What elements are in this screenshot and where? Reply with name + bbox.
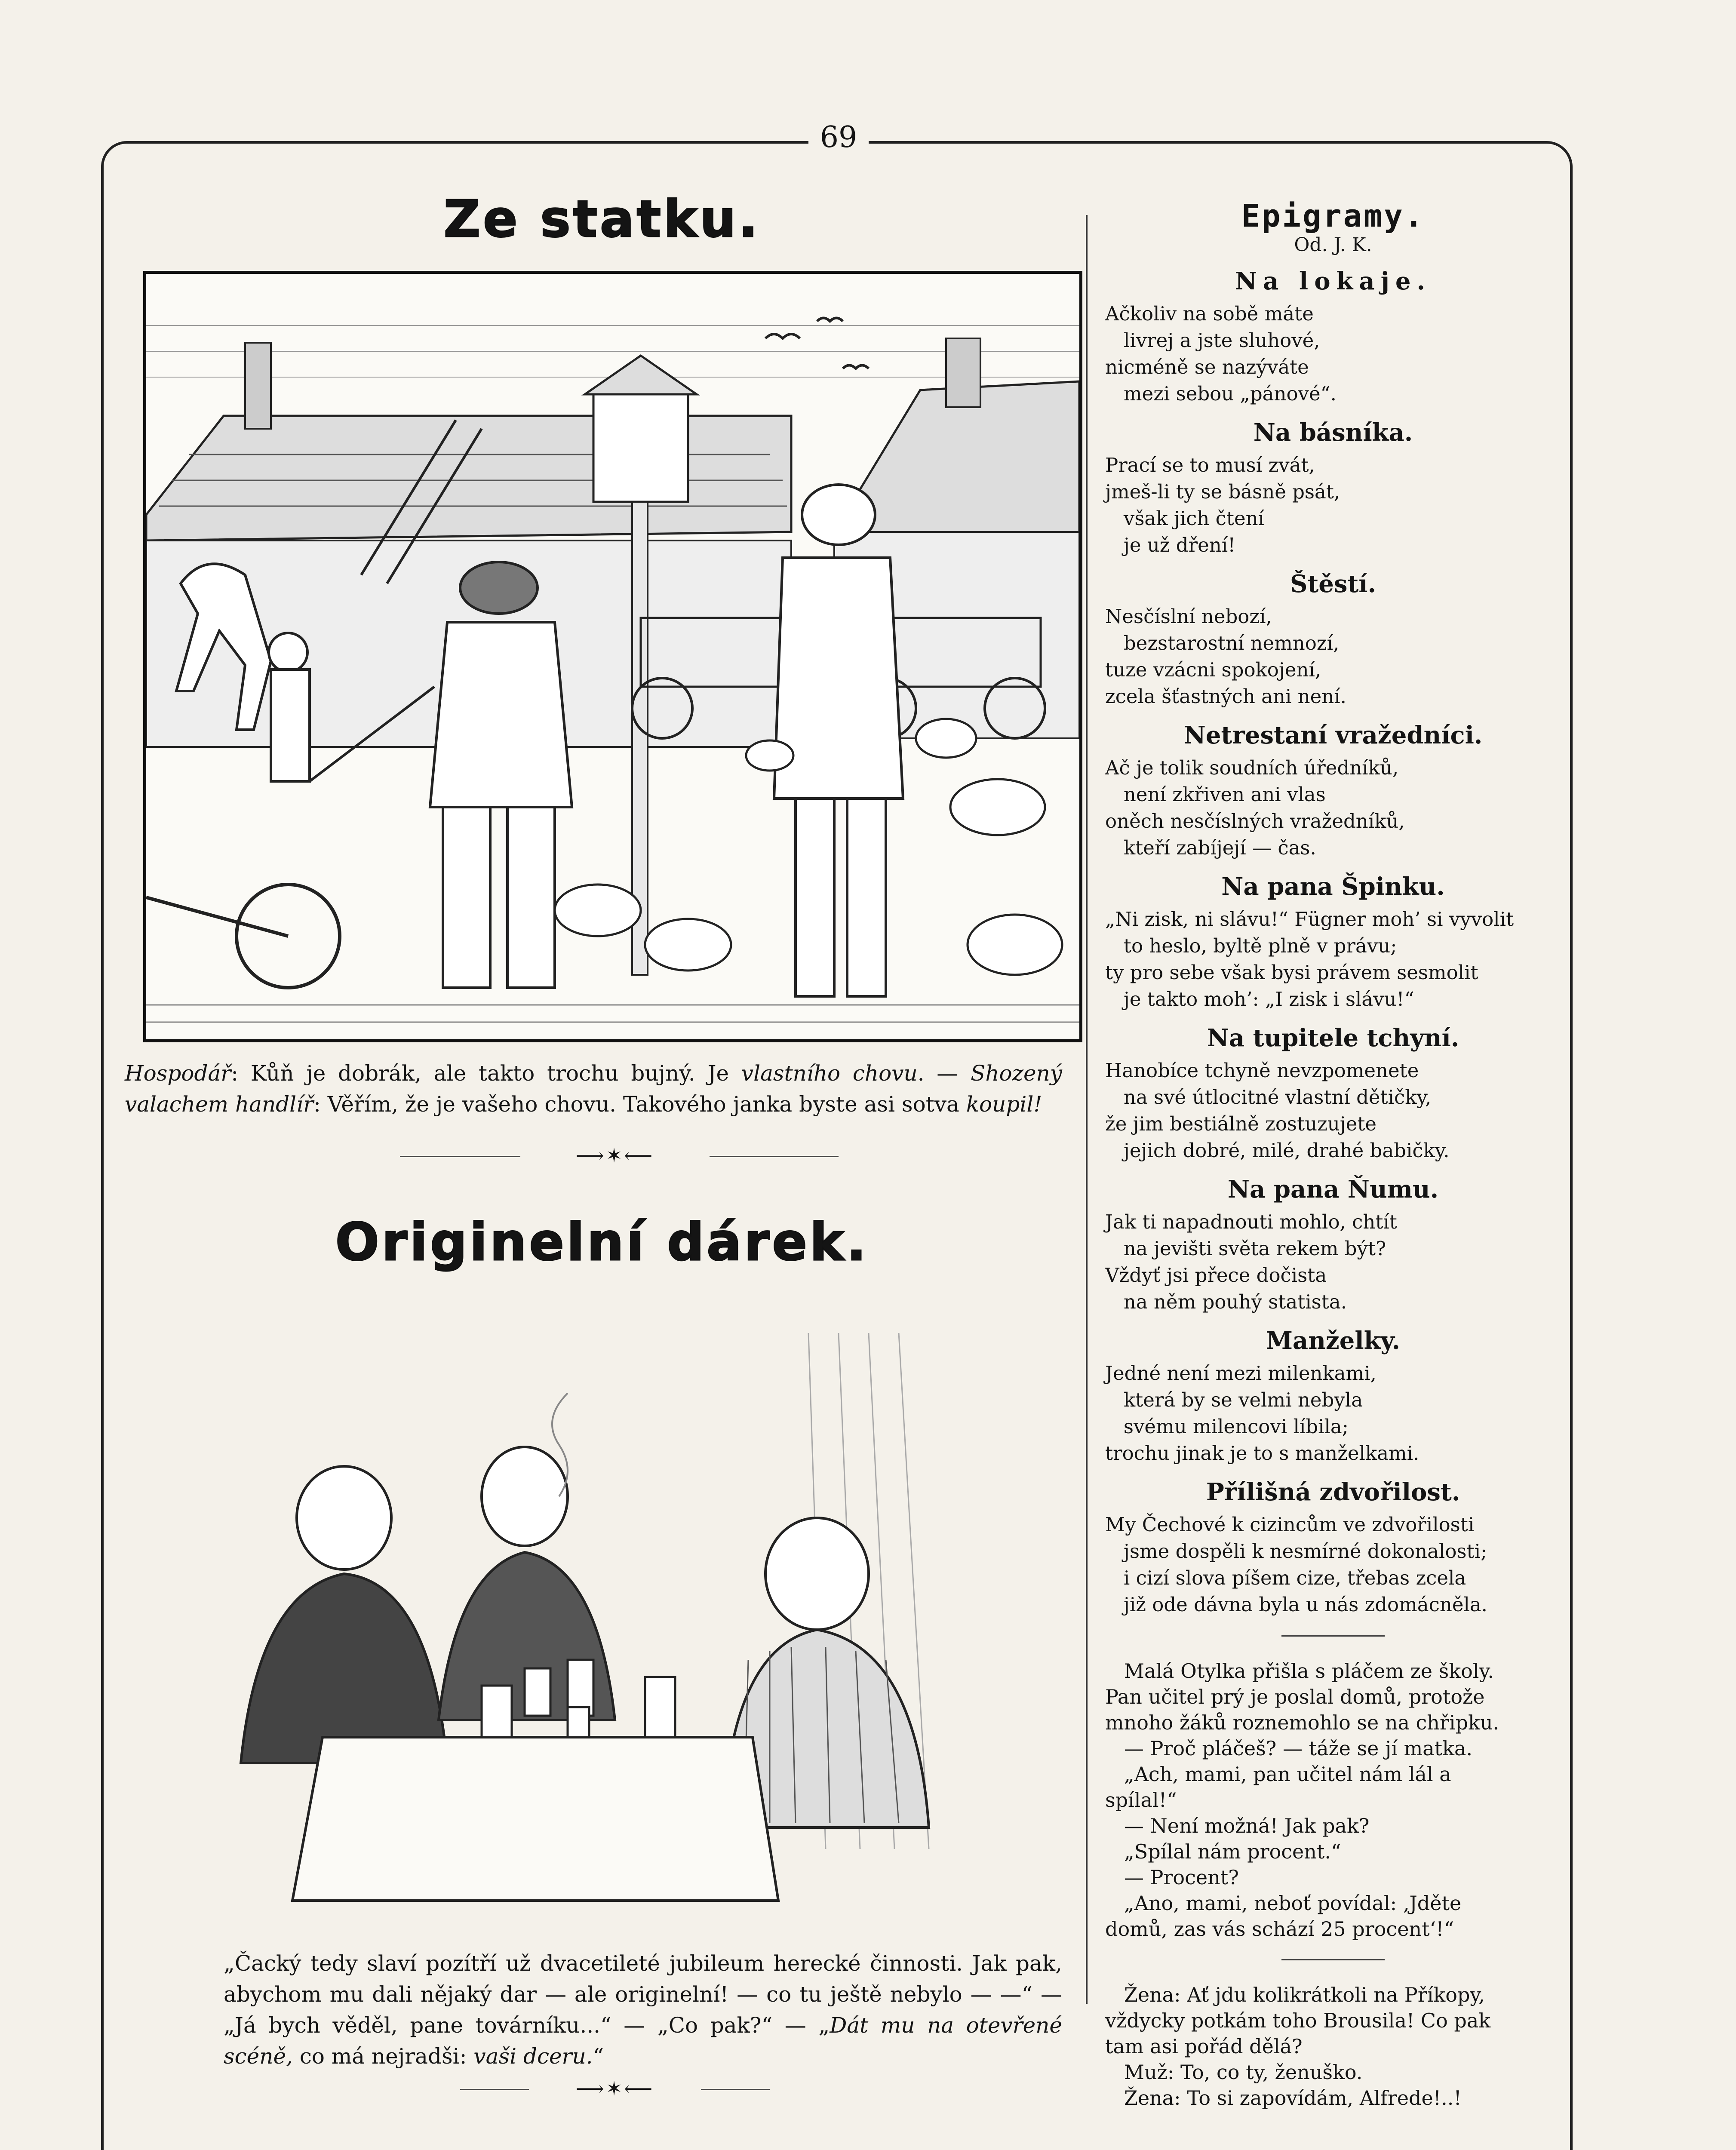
caption-originelni-darek-segment: Dát mu na otevřené scéně,	[224, 2013, 1062, 2069]
anecdote-otylka	[1105, 1658, 1561, 1942]
prose-line: Žena: To si zapovídám, Alfrede!..!	[1105, 2086, 1462, 2110]
caption-originelni-darek-segment: „Čacký tedy slaví pozítří už dvacetileté jubileum herecké činnosti. Jak pak, abychom mu dali nějaký dar — ale originelní! — co tu ještě nebylo — —“ — „Já bych věděl, pane továrníku...“ — „Co pak?“ — „	[224, 1951, 1062, 2038]
poem	[1105, 1024, 1561, 1164]
poem-line: tuze vzácni spokojení,	[1105, 658, 1321, 681]
poem	[1105, 1327, 1561, 1467]
poem-line: je už dření!	[1105, 534, 1236, 556]
poem-line: na své útlocitné vlastní dětičky,	[1105, 1086, 1432, 1109]
poem-title: Manželky.	[1266, 1327, 1401, 1355]
caption-originelni-darek-segment: vaši dceru.	[473, 2044, 593, 2069]
epigrams-author: Od. J. K.	[1294, 234, 1372, 256]
poem-line: oněch nesčíslných vražedníků,	[1105, 810, 1405, 832]
poem-line: Jak ti napadnouti mohlo, chtít	[1105, 1210, 1397, 1233]
poem-line: která by se velmi nebyla	[1105, 1388, 1363, 1411]
poem-line: My Čechové k cizincům ve zdvořilosti	[1105, 1513, 1475, 1536]
poem-title: Na pana Ňumu.	[1227, 1175, 1439, 1204]
rule-left-1	[400, 1156, 520, 1157]
rule-right-2	[701, 2089, 770, 2090]
poem-title: Na básníka.	[1253, 418, 1413, 447]
poem-line: bezstarostní nemnozí,	[1105, 632, 1340, 654]
article-title-ze-statku: Ze statku.	[443, 189, 761, 249]
poem-line: i cizí slova píšem cize, třebas zcela	[1105, 1566, 1466, 1589]
epigrams-title: Epigramy.	[1241, 198, 1425, 234]
caption-originelni-darek-segment: “	[593, 2044, 604, 2069]
poem-line: to heslo, byltě plně v právu;	[1105, 934, 1397, 957]
article-title-originelni-darek: Originelní dárek.	[335, 1213, 869, 1272]
poem-line: nicméně se nazýváte	[1105, 356, 1309, 378]
poem-line: že jim bestiálně zostuzujete	[1105, 1112, 1377, 1135]
tavern-illustration	[215, 1333, 1011, 1905]
epigrams-column	[1105, 198, 1561, 2111]
section-separator-2	[1281, 1959, 1385, 1960]
prose-line: — Procent?	[1105, 1866, 1239, 1889]
anecdote-prikopy	[1105, 1982, 1561, 2111]
poem-line: svému milencovi líbila;	[1105, 1415, 1349, 1438]
poem-line: livrej a jste sluhové,	[1105, 329, 1320, 352]
poem-title: Netrestaní vražedníci.	[1183, 721, 1483, 749]
poem	[1105, 1478, 1561, 1618]
poem-line: kteří zabíjejí — čas.	[1105, 836, 1316, 859]
poem-line: však jich čtení	[1105, 507, 1264, 530]
poem-line: již ode dávna byla u nás zdomácněla.	[1105, 1593, 1487, 1616]
poem-line: na jevišti světa rekem být?	[1105, 1237, 1386, 1260]
caption-ze-statku-segment: : Věřím, že je vašeho chovu. Takového janka byste asi sotva	[313, 1092, 966, 1117]
poem-line: na něm pouhý statista.	[1105, 1290, 1347, 1313]
poem-line: Prací se to musí zvát,	[1105, 454, 1315, 476]
rule-left-2	[460, 2089, 529, 2090]
poem-title: Na pana Špinku.	[1221, 872, 1445, 901]
prose-line: tam asi pořád dělá?	[1105, 2035, 1303, 2058]
prose-line: — Není možná! Jak pak?	[1105, 1814, 1370, 1837]
poem-line: není zkřiven ani vlas	[1105, 783, 1326, 806]
prose-line: Malá Otylka přišla s pláčem ze školy.	[1105, 1659, 1494, 1683]
poem-line: zcela šťastných ani není.	[1105, 685, 1346, 708]
caption-ze-statku-segment: vlastního chovu	[741, 1061, 918, 1086]
rule-right-1	[710, 1156, 839, 1157]
poem	[1105, 1175, 1561, 1315]
prose-line: mnoho žáků roznemohlo se na chřipku.	[1105, 1711, 1499, 1734]
caption-ze-statku-segment: . —	[917, 1061, 971, 1086]
caption-ze-statku-segment: Hospodář	[125, 1061, 231, 1086]
caption-ze-statku	[125, 1058, 1062, 1120]
poem-line: ty pro sebe však bysi právem sesmolit	[1105, 961, 1478, 984]
poem-title: Na lokaje.	[1235, 267, 1432, 295]
poem-line: jejich dobré, milé, drahé babičky.	[1105, 1139, 1450, 1162]
prose-line: „Ano, mami, neboť povídal: ‚Jděte	[1105, 1892, 1462, 1915]
poem-line: Vždyť jsi přece dočista	[1105, 1264, 1327, 1287]
prose-line: domů, zas vás schází 25 procent‘!“	[1105, 1917, 1454, 1941]
ornament-divider-2: ⟶✶⟵	[575, 2077, 654, 2100]
caption-ze-statku-segment: koupil!	[966, 1092, 1042, 1117]
poem-line: „Ni zisk, ni slávu!“ Fügner moh’ si vyvolit	[1105, 908, 1514, 931]
poem-line: mezi sebou „pánové“.	[1105, 382, 1337, 405]
poem	[1105, 418, 1561, 559]
poem-line: je takto moh’: „I zisk i slávu!“	[1105, 988, 1414, 1010]
poem-line: Ačkoliv na sobě máte	[1105, 302, 1314, 325]
poem	[1105, 721, 1561, 861]
poem-line: Nesčíslní nebozí,	[1105, 605, 1272, 628]
poem-line: Hanobíce tchyně nevzpomenete	[1105, 1059, 1419, 1082]
prose-line: Muž: To, co ty, ženuško.	[1105, 2061, 1363, 2084]
ornament-divider-1: ⟶✶⟵	[575, 1144, 654, 1167]
prose-line: vždycky potkám toho Brousila! Co pak	[1105, 2009, 1491, 2032]
poem-line: Ač je tolik soudních úředníků,	[1105, 756, 1399, 779]
caption-ze-statku-segment: : Kůň je dobrák, ale takto trochu bujný. Je	[231, 1061, 741, 1086]
poem-list	[1105, 267, 1561, 1618]
section-separator	[1281, 1635, 1385, 1637]
caption-ze-statku-segment: Shozený valachem handlíř	[125, 1061, 1063, 1117]
page-number: 69	[808, 120, 869, 154]
poem	[1105, 872, 1561, 1013]
poem	[1105, 570, 1561, 710]
poem	[1105, 267, 1561, 407]
poem-title: Na tupitele tchyní.	[1207, 1024, 1459, 1052]
poem-line: Jedné není mezi milenkami,	[1105, 1362, 1377, 1385]
poem-line: jsme dospěli k nesmírné dokonalosti;	[1105, 1540, 1487, 1563]
prose-line: Žena: Ať jdu kolikrátkoli na Příkopy,	[1105, 1983, 1485, 2006]
poem-title: Štěstí.	[1290, 570, 1377, 598]
poem-line: trochu jinak je to s manželkami.	[1105, 1442, 1420, 1465]
caption-originelni-darek-segment: co má nejradši:	[292, 2044, 474, 2069]
prose-line: „Spílal nám procent.“	[1105, 1840, 1341, 1863]
prose-line: spílal!“	[1105, 1788, 1177, 1812]
prose-line: Pan učitel prý je poslal domů, protože	[1105, 1685, 1485, 1708]
farmyard-illustration	[143, 271, 1082, 1042]
poem-title: Přílišná zdvořilost.	[1206, 1478, 1460, 1506]
prose-line: — Proč pláčeš? — táže se jí matka.	[1105, 1737, 1473, 1760]
caption-originelni-darek	[224, 1948, 1062, 2072]
column-divider	[1086, 215, 1088, 2004]
prose-line: „Ach, mami, pan učitel nám lál a	[1105, 1763, 1451, 1786]
poem-line: jmeš-li ty se básně psát,	[1105, 480, 1340, 503]
